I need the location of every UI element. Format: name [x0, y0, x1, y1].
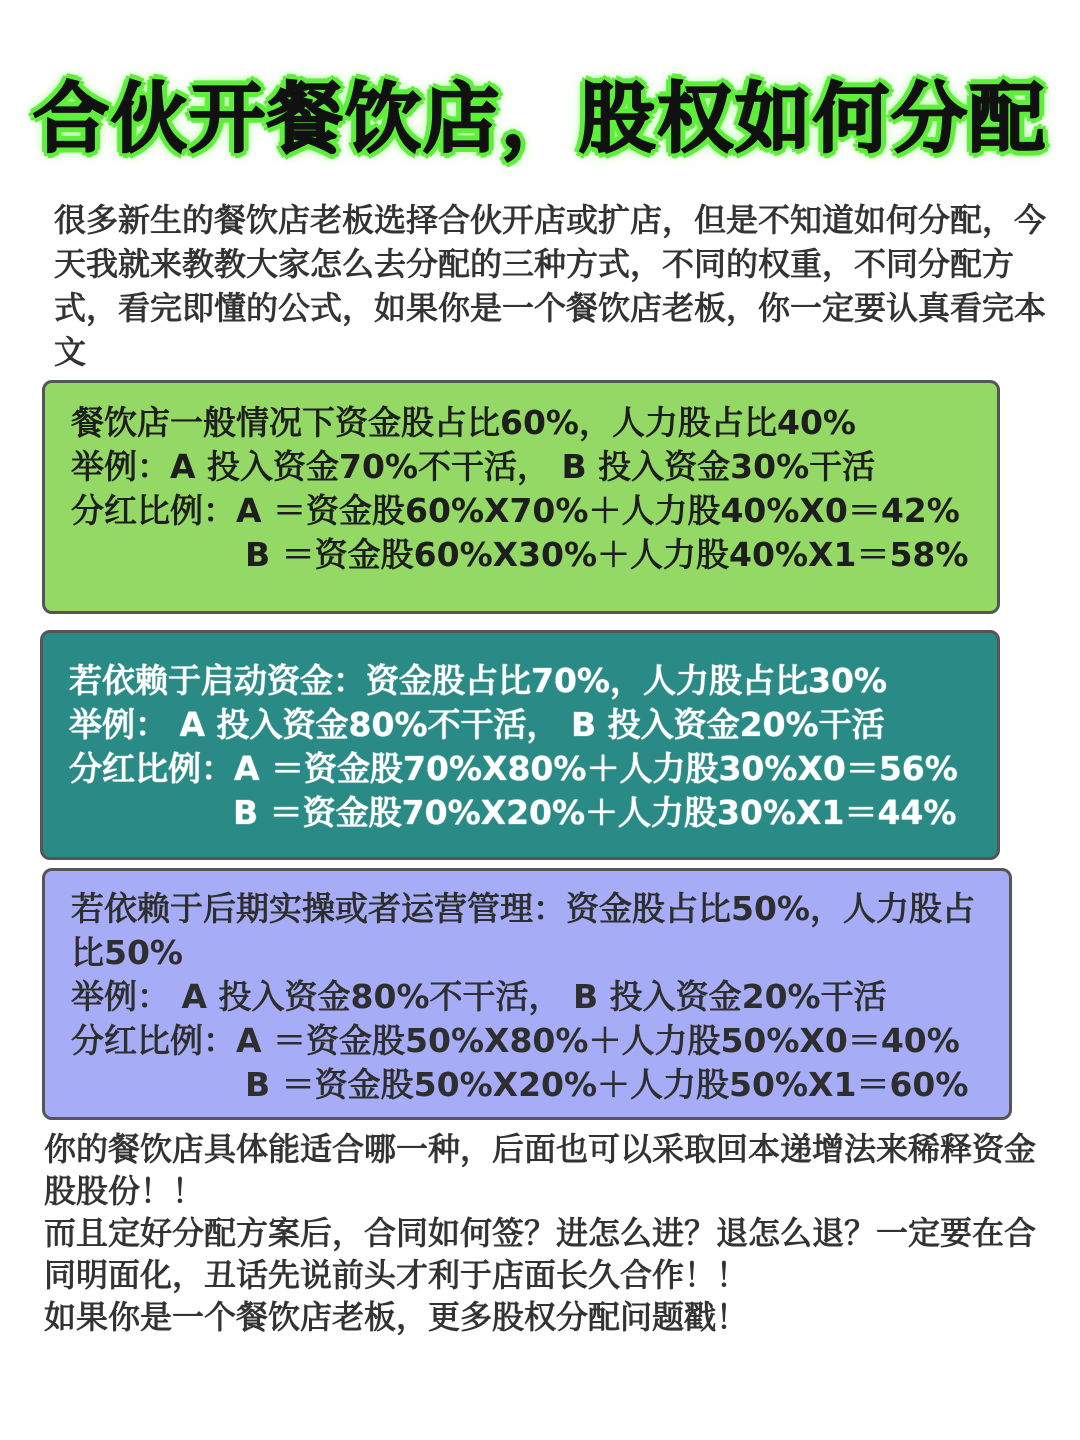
box-example: 举例： A 投入资金80%不干活， B 投入资金20%干活	[69, 705, 885, 744]
box-formula-b: B ＝资金股50%X20%＋人力股50%X1＝60%	[245, 1065, 969, 1104]
box-formula-a: 分红比例：A ＝资金股70%X80%＋人力股30%X0＝56%	[69, 749, 958, 788]
outro-paragraph: 如果你是一个餐饮店老板，更多股权分配问题戳！	[44, 1298, 749, 1336]
box-heading: 若依赖于后期实操或者运营管理：资金股占比50%，人力股占比50%	[71, 889, 975, 972]
box-formula-b: B ＝资金股70%X20%＋人力股30%X1＝44%	[233, 793, 957, 832]
box-heading: 餐饮店一般情况下资金股占比60%，人力股占比40%	[71, 403, 856, 442]
page-title: 合伙开餐饮店，股权如何分配	[33, 74, 1047, 163]
allocation-box-startup-capital	[40, 630, 1000, 860]
box-heading: 若依赖于启动资金：资金股占比70%，人力股占比30%	[69, 661, 887, 700]
outro-paragraph: 而且定好分配方案后，合同如何签？进怎么进？退怎么退？一定要在合同明面化，丑话先说前头才利于店面长久合作！！	[44, 1214, 1037, 1294]
outro-paragraph: 你的餐饮店具体能适合哪一种，后面也可以采取回本递增法来稀释资金股股份！！	[44, 1130, 1037, 1210]
allocation-box-operations	[42, 868, 1012, 1120]
box-example: 举例： A 投入资金80%不干活， B 投入资金20%干活	[71, 977, 887, 1016]
intro-paragraph: 很多新生的餐饮店老板选择合伙开店或扩店，但是不知道如何分配，今天我就来教教大家怎么去分配的三种方式，不同的权重，不同分配方式，看完即懂的公式，如果你是一个餐饮店老板，你一定要认真看完本文	[54, 201, 1047, 371]
outro-section	[44, 1128, 1044, 1338]
box-formula-a: 分红比例：A ＝资金股60%X70%＋人力股40%X0＝42%	[71, 491, 960, 530]
allocation-box-standard	[42, 380, 1000, 614]
box-formula-a: 分红比例：A ＝资金股50%X80%＋人力股50%X0＝40%	[71, 1021, 960, 1060]
box-example: 举例：A 投入资金70%不干活， B 投入资金30%干活	[71, 447, 876, 486]
box-formula-b: B ＝资金股60%X30%＋人力股40%X1＝58%	[245, 535, 969, 574]
